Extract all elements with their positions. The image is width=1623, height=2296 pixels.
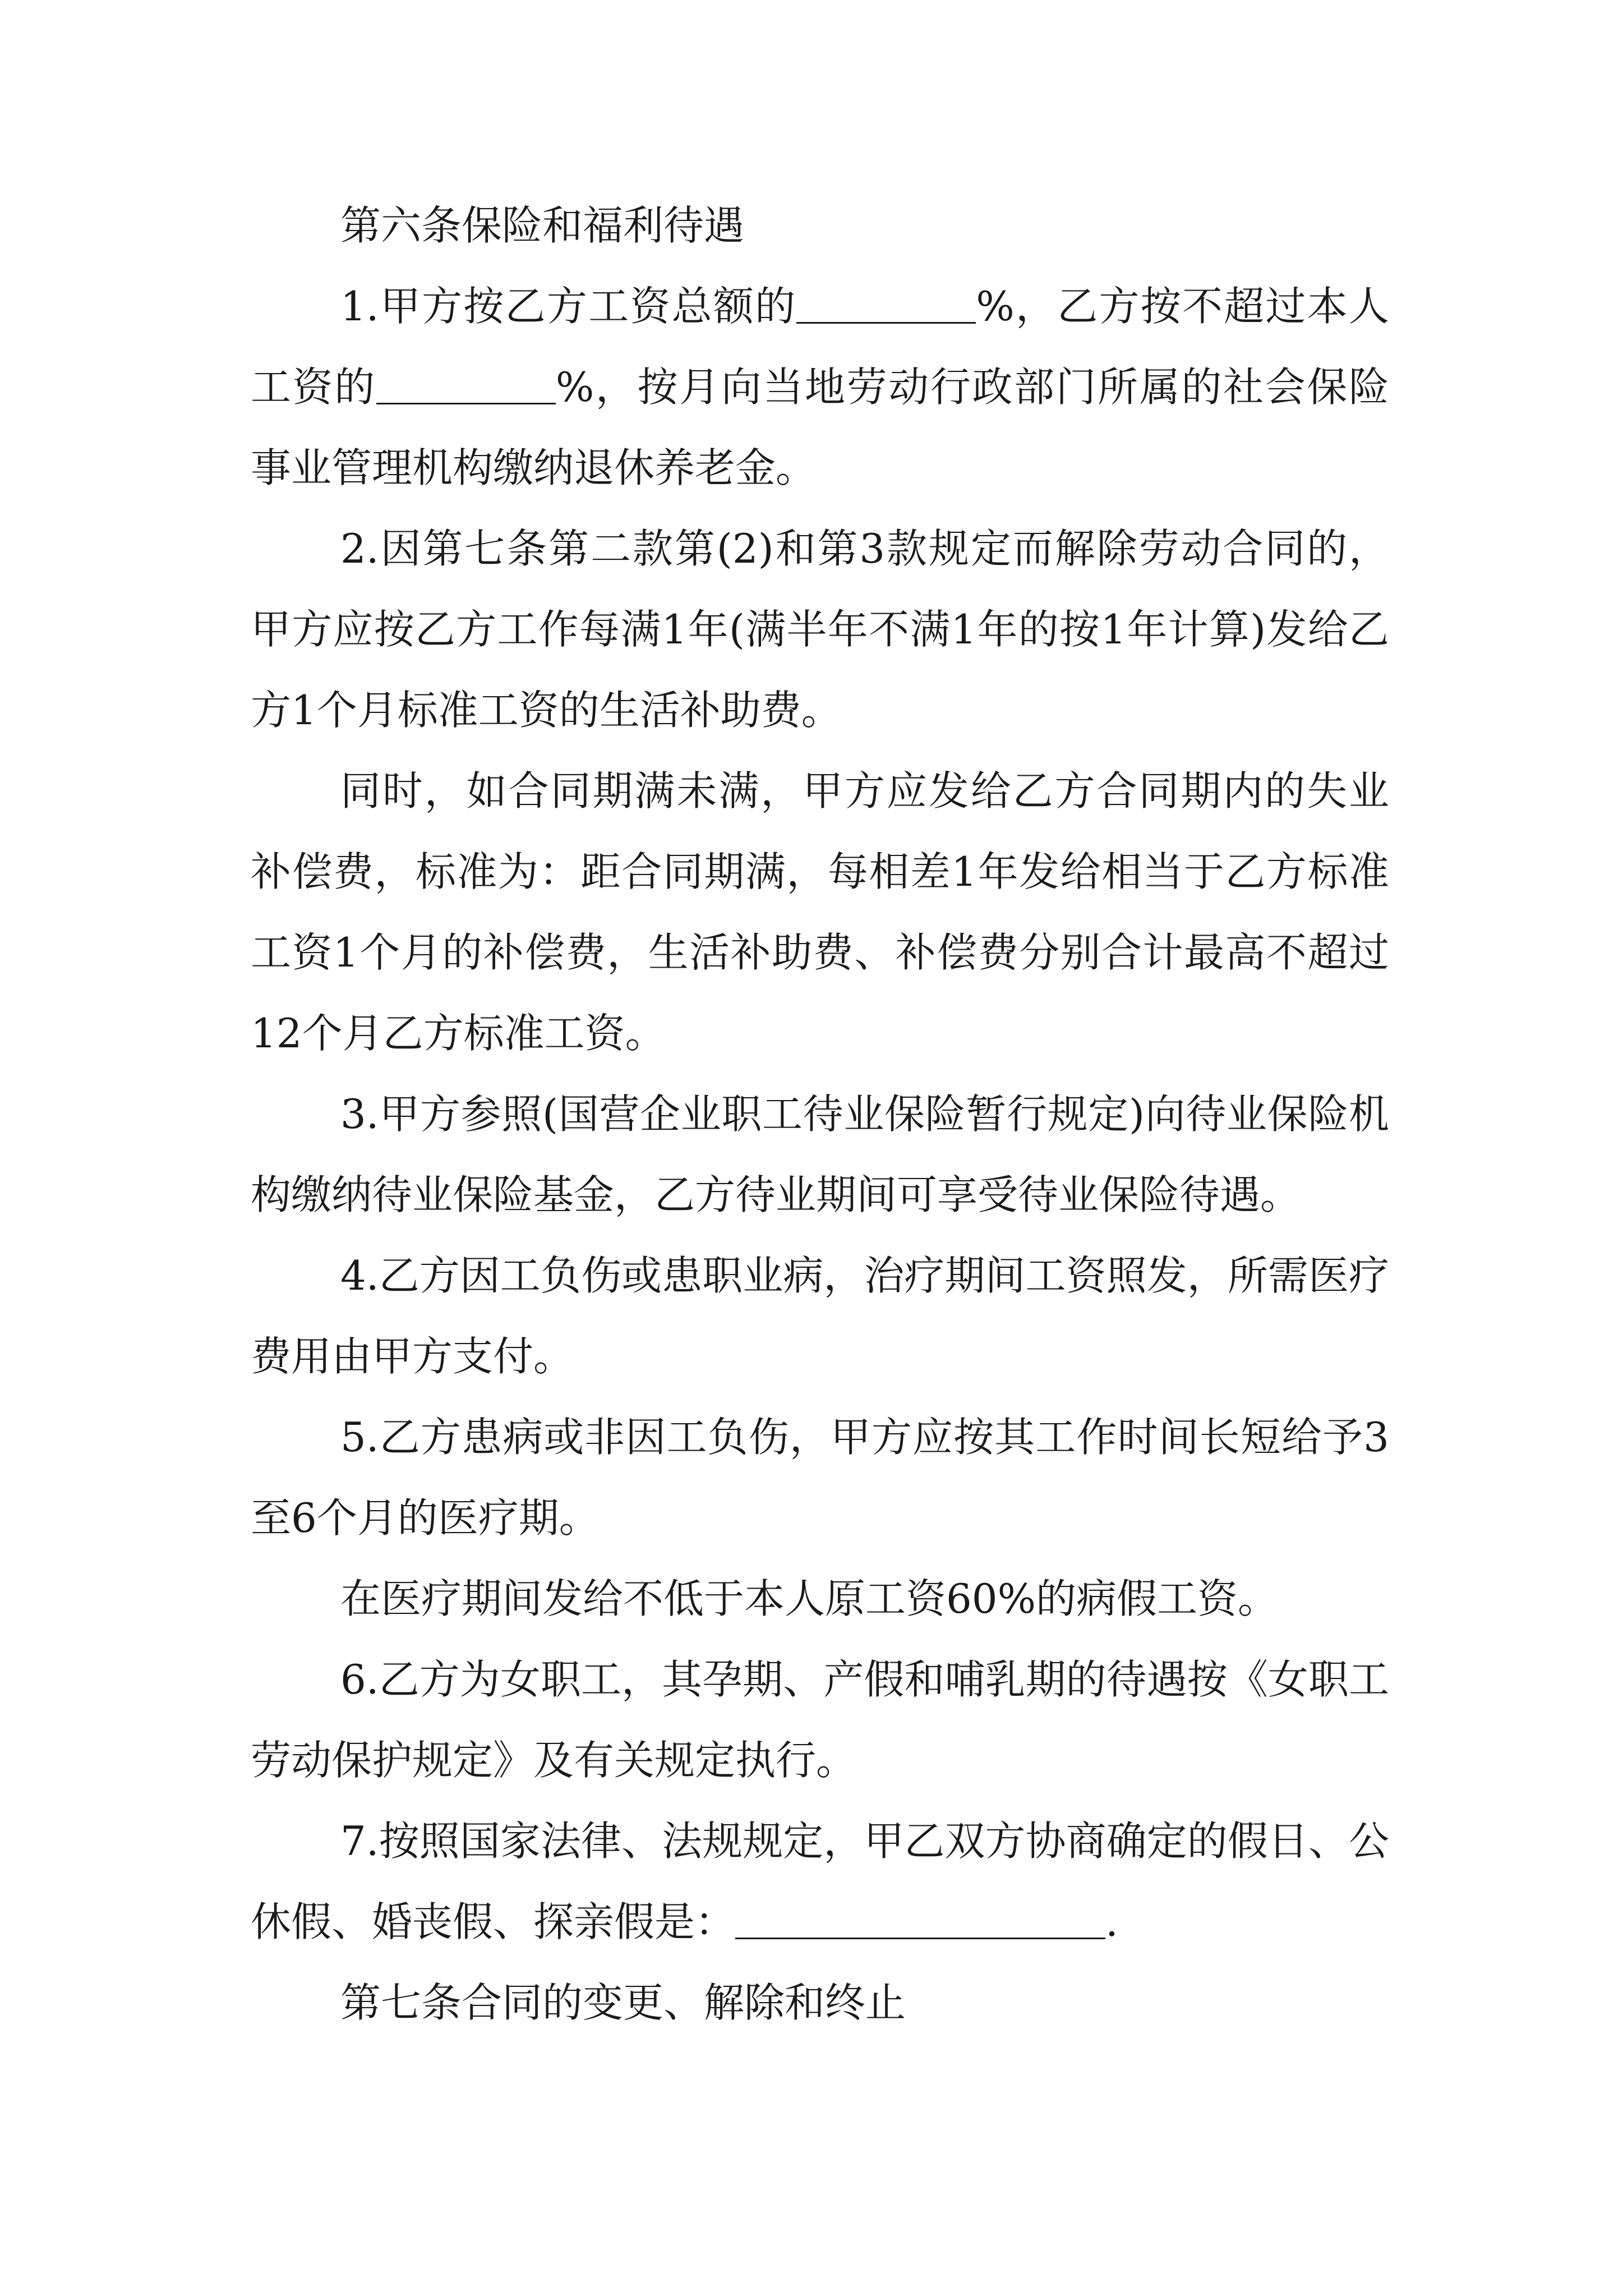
clause-1-text-c: %，按月向当地劳动行政部门所属的社会保险事业管理机构缴纳退休养老金。 <box>251 364 1389 491</box>
clause-5-sick-pay: 在医疗期间发给不低于本人原工资60%的病假工资。 <box>340 1575 1279 1622</box>
clause-7-text-b: . <box>1105 1898 1118 1945</box>
clause-5-medical-period: 5.乙方患病或非因工负伤，甲方应按其工作时间长短给予3至6个月的医疗期。 <box>251 1414 1389 1542</box>
holidays-blank <box>735 1897 1105 1939</box>
clause-7-text-a: 7.按照国家法律、法规规定，甲乙双方协商确定的假日、公休假、婚丧假、探亲假是： <box>251 1818 1389 1945</box>
clause-2-living-subsidy: 2.因第七条第二款第(2)和第3款规定而解除劳动合同的，甲方应按乙方工作每满1年(满半年不满1年的按1年计算)发给乙方1个月标准工资的生活补助费。 <box>251 525 1389 734</box>
document-page <box>251 185 1389 2043</box>
clause-1-text-a: 1.甲方按乙方工资总额的 <box>340 283 797 330</box>
article-7-heading: 第七条合同的变更、解除和终止 <box>340 1979 906 2026</box>
clause-6-female-workers: 6.乙方为女职工，其孕期、产假和哺乳期的待遇按《女职工劳动保护规定》及有关规定执行。 <box>251 1656 1389 1784</box>
employee-rate-blank <box>376 362 556 404</box>
employer-rate-blank <box>796 282 976 324</box>
clause-1-pension <box>251 266 1389 508</box>
clause-3-unemployment-insurance: 3.甲方参照(国营企业职工待业保险暂行规定)向待业保险机构缴纳待业保险基金，乙方待业期间可享受待业保险待遇。 <box>251 1091 1389 1218</box>
clause-4-work-injury: 4.乙方因工负伤或患职业病，治疗期间工资照发，所需医疗费用由甲方支付。 <box>251 1252 1389 1380</box>
clause-2-unemployment-compensation: 同时，如合同期满未满，甲方应发给乙方合同期内的失业补偿费，标准为：距合同期满，每相差1年发给相当于乙方标准工资1个月的补偿费，生活补助费、补偿费分别合计最高不超过12个月乙方标准工资。 <box>251 767 1389 1057</box>
clause-7-holidays <box>251 1801 1389 1962</box>
clause-1-text-b: %，乙方按不超过本人工资的 <box>251 283 1389 411</box>
article-6-heading: 第六条保险和福利待遇 <box>340 202 745 249</box>
